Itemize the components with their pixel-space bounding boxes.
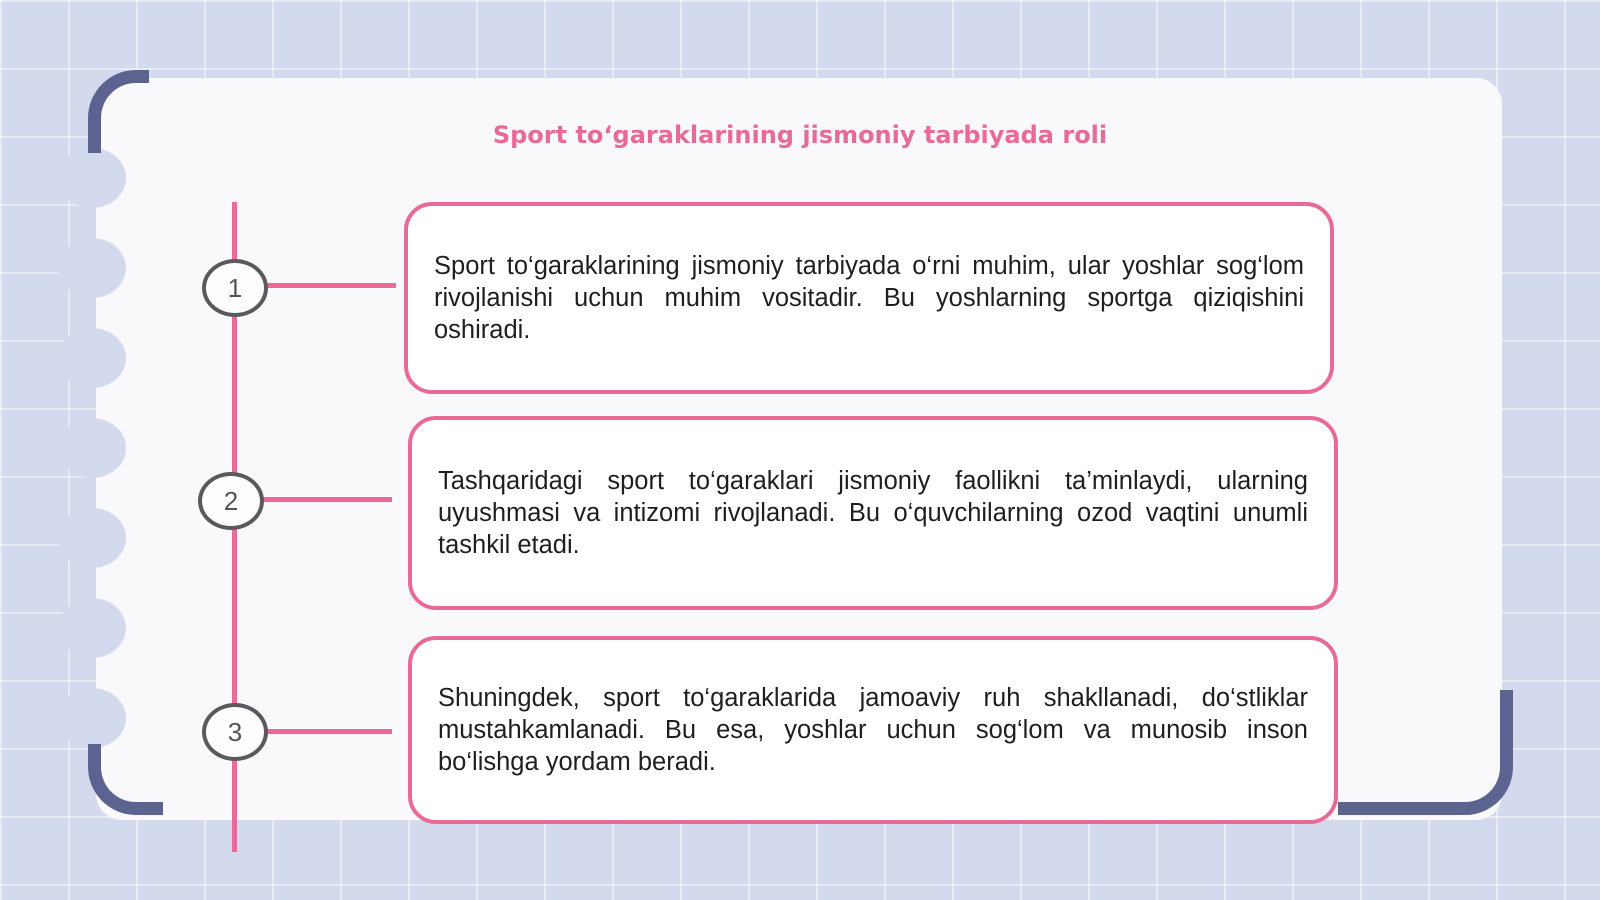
slide-title: Sport toʻgaraklarining jismoniy tarbiyada roli [492, 121, 1108, 149]
timeline-card-2 [408, 416, 1338, 610]
timeline-card-text: Sport to‘garaklarining jismoniy tarbiyada o‘rni muhim, ular yoshlar sog‘lom rivojlanishi uchun muhim vositadir. Bu yoshlarning sportga qiziqishini oshiradi. [434, 252, 1304, 344]
timeline-card-3 [408, 636, 1338, 824]
timeline-connector [266, 283, 396, 288]
step-number-2: 2 [198, 472, 264, 530]
step-number-3: 3 [202, 703, 268, 761]
step-number-1: 1 [202, 259, 268, 317]
card-edge-scallop [58, 688, 126, 748]
timeline-card-text: Shuningdek, sport to‘garaklarida jamoaviy ruh shakllanadi, do‘stliklar mustahkamlanadi. Bu esa, yoshlar uchun sog‘lom va munosib inson bo‘lishga yordam beradi. [438, 684, 1308, 776]
timeline-connector [262, 497, 392, 502]
card-edge-scallop [58, 598, 126, 658]
corner-bracket-bottom-right [1338, 690, 1513, 815]
card-edge-scallop [58, 328, 126, 388]
card-edge-scallop [58, 418, 126, 478]
card-edge-scallop [58, 238, 126, 298]
timeline-card-text: Tashqaridagi sport to‘garaklari jismoniy faollikni ta’minlaydi, ularning uyushmasi va intizomi rivojlanadi. Bu o‘quvchilarning ozod vaqtini unumli tashkil etadi. [438, 467, 1308, 559]
timeline-connector [266, 729, 392, 734]
timeline-card-1 [404, 202, 1334, 394]
card-edge-scallop [58, 148, 126, 208]
corner-bracket-top-left [88, 70, 149, 153]
card-edge-scallop [58, 508, 126, 568]
